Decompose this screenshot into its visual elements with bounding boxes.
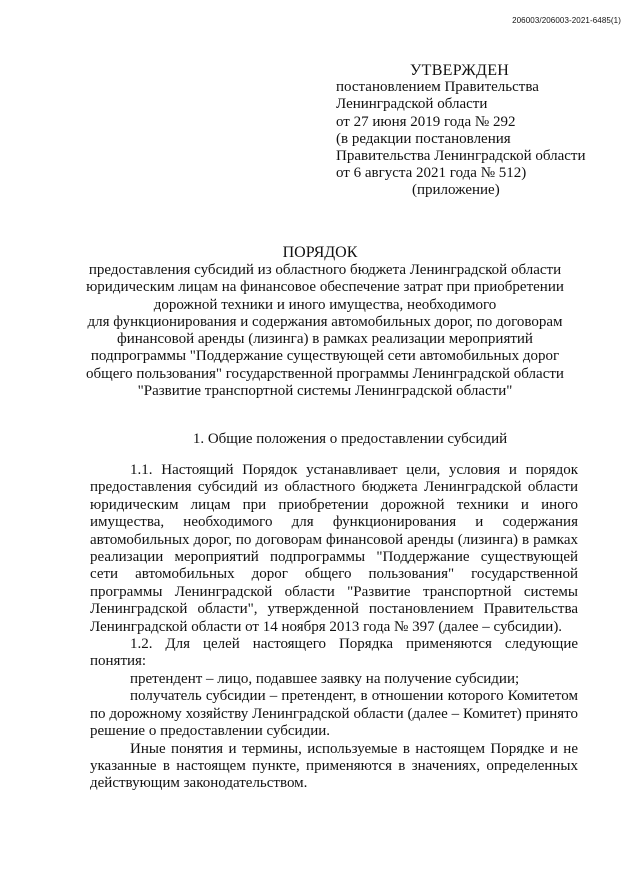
approval-line: Правительства Ленинградской области (336, 148, 586, 165)
document-body (90, 462, 578, 793)
document-title: ПОРЯДОК (282, 244, 358, 261)
subtitle-line: подпрограммы "Поддержание существующей сети автомобильных дорог (90, 348, 560, 365)
approval-line: (в редакции постановления (336, 130, 511, 147)
approval-line: постановлением Правительства (336, 79, 539, 96)
subtitle-line: дорожной техники и иного имущества, необходимого (153, 296, 497, 313)
paragraph: 1.1. Настоящий Порядок устанавливает цели, условия и порядок предоставления субсидий из областного бюджета Ленинградской области юридическим лицам при приобретении дорожной техники и иного имущества, необходимого для функционирования и содержания автомобильных дорог, по договорам финансовой аренды (лизинга) в рамках реализации мероприятий подпрограммы "Поддержание существующей сети автомобильных дорог общего пользования" государственной программы Ленинградской области "Развитие транспортной системы Ленинградской области", утвержденной постановлением Правительства Ленинградской области от 14 ноября 2013 года № 397 (далее – субсидии). (90, 462, 578, 635)
approval-block (336, 62, 616, 200)
paragraph: Иные понятия и термины, используемые в настоящем Порядке и не указанные в настоящем пункте, применяются в значениях, определенных действующим законодательством. (90, 740, 578, 792)
paragraph: претендент – лицо, подавшее заявку на получение субсидии; (130, 670, 520, 687)
document-number: 206003/206003-2021-6485(1) (512, 16, 621, 25)
subtitle-line: общего пользования" государственной программы Ленинградской области (86, 365, 564, 382)
paragraph: 1.2. Для целей настоящего Порядка применяются следующие понятия: (90, 636, 578, 670)
approval-title: УТВЕРЖДЕН (410, 62, 510, 79)
subtitle-line: юридическим лицам на финансовое обеспечение затрат при приобретении (86, 279, 564, 296)
subtitle-line: "Развитие транспортной системы Ленинградской области" (137, 383, 513, 400)
approval-line: от 6 августа 2021 года № 512) (336, 165, 527, 182)
subtitle-line: финансовой аренды (лизинга) в рамках реализации мероприятий (117, 331, 533, 348)
subtitle-line: для функционирования и содержания автомобильных дорог, по договорам (87, 313, 563, 330)
paragraph: получатель субсидии – претендент, в отношении которого Комитетом по дорожному хозяйству Ленинградской области (далее – Комитет) принято решение о предоставлении субсидии. (90, 688, 578, 740)
subtitle-line: предоставления субсидий из областного бюджета Ленинградской области (88, 262, 562, 278)
approval-line: от 27 июня 2019 года № 292 (336, 113, 516, 130)
section-heading: 1. Общие положения о предоставлении субсидий (192, 431, 508, 447)
document-subtitle (60, 262, 590, 400)
approval-line: (приложение) (412, 182, 500, 199)
approval-line: Ленинградской области (336, 96, 488, 113)
